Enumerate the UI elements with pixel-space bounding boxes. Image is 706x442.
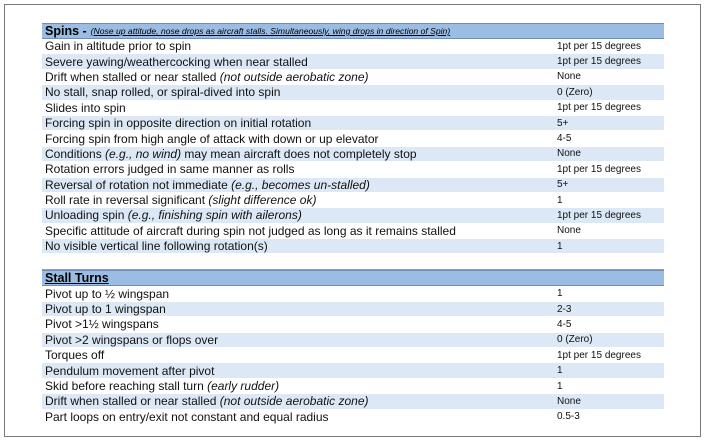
deduction-points: 1pt per 15 degrees xyxy=(557,209,641,221)
spins-row xyxy=(42,101,664,116)
section-spacer xyxy=(42,254,664,270)
deduction-points: None xyxy=(557,225,581,237)
spins-row xyxy=(42,162,664,177)
criterion-description xyxy=(42,302,557,316)
criterion-description xyxy=(42,101,557,115)
deduction-points: 1 xyxy=(557,288,563,300)
criterion-text: Pivot up to ½ wingspan xyxy=(45,286,170,301)
criterion-description xyxy=(42,394,557,408)
stall-turns-row xyxy=(42,379,664,394)
criterion-text: Pendulum movement after pivot xyxy=(45,363,215,378)
spins-row xyxy=(42,85,664,100)
criterion-text: Severe yawing/weathercocking when near stalled xyxy=(45,54,308,69)
stall-turns-row xyxy=(42,410,664,425)
criterion-text: Pivot up to 1 wingspan xyxy=(45,302,166,317)
criterion-description xyxy=(42,116,557,130)
criterion-text: Part loops on entry/exit not constant and equal radius xyxy=(45,409,329,424)
criterion-qualifier: (slight difference ok) xyxy=(208,193,317,208)
stall-turns-row xyxy=(42,348,664,363)
stall-turns-rows xyxy=(42,286,664,425)
criterion-description xyxy=(42,317,557,331)
criterion-text: Pivot >2 wingspans or flops over xyxy=(45,332,219,347)
spins-row xyxy=(42,239,664,254)
spins-title: Spins - xyxy=(45,24,87,38)
criterion-description xyxy=(42,224,557,238)
criterion-description xyxy=(42,287,557,301)
spins-row xyxy=(42,54,664,69)
criterion-description xyxy=(42,410,557,424)
criterion-description xyxy=(42,85,557,99)
criterion-description xyxy=(42,379,557,393)
spins-row xyxy=(42,178,664,193)
deduction-points: None xyxy=(557,71,581,83)
deduction-points: 4-5 xyxy=(557,133,572,145)
deduction-points: 1 xyxy=(557,194,563,206)
spins-row xyxy=(42,208,664,223)
spins-row xyxy=(42,131,664,146)
stall-turns-title: Stall Turns xyxy=(45,271,109,286)
criterion-text: Drift when stalled or near stalled xyxy=(45,69,220,84)
deduction-points: None xyxy=(557,148,581,160)
deduction-points: 5+ xyxy=(557,179,569,191)
criterion-text: Unloading spin xyxy=(45,208,128,223)
stall-turns-section-header xyxy=(42,270,664,286)
deduction-points: 1pt per 15 degrees xyxy=(557,102,641,114)
criterion-qualifier: (not outside aerobatic zone) xyxy=(219,69,369,84)
spins-row xyxy=(42,193,664,208)
criterion-description xyxy=(42,162,557,176)
stall-turns-row xyxy=(42,317,664,332)
criterion-text: No visible vertical line following rotation(s) xyxy=(45,239,268,254)
spins-row xyxy=(42,70,664,85)
deduction-points: None xyxy=(557,395,581,407)
criterion-text: Slides into spin xyxy=(45,100,126,115)
criterion-description xyxy=(42,364,557,378)
spins-rows xyxy=(42,39,664,254)
deduction-points: 1pt per 15 degrees xyxy=(557,40,641,52)
deduction-points: 1 xyxy=(557,240,563,252)
stall-turns-row xyxy=(42,394,664,409)
spins-note: (Nose up attitude, nose drops as aircraft stalls. Simultaneously, wing drops in direction of Spin) xyxy=(90,26,451,36)
spins-section-header xyxy=(42,23,664,39)
criterion-description xyxy=(42,55,557,69)
criterion-description xyxy=(42,132,557,146)
criterion-description xyxy=(42,333,557,347)
stall-turns-row xyxy=(42,286,664,301)
criterion-description xyxy=(42,39,557,53)
deduction-points: 1 xyxy=(557,380,563,392)
deduction-points: 5+ xyxy=(557,117,569,129)
criterion-description xyxy=(42,348,557,362)
deduction-points: 1pt per 15 degrees xyxy=(557,349,641,361)
criterion-qualifier: (early rudder) xyxy=(207,379,280,393)
spins-row xyxy=(42,147,664,162)
criterion-qualifier: (e.g., finishing spin with ailerons) xyxy=(127,208,302,223)
criterion-qualifier: (e.g., no wind) xyxy=(105,146,182,161)
criterion-description xyxy=(42,70,557,84)
criterion-text: Forcing spin in opposite direction on initial rotation xyxy=(45,116,312,131)
deduction-points: 2-3 xyxy=(557,303,572,315)
deduction-points: 0 (Zero) xyxy=(557,86,593,98)
criterion-text: Forcing spin from high angle of attack with down or up elevator xyxy=(45,131,379,146)
criterion-text: Roll rate in reversal significant xyxy=(45,193,209,208)
criterion-text: Torques off xyxy=(45,348,105,363)
spins-row xyxy=(42,39,664,54)
document-frame xyxy=(4,4,701,437)
stall-turns-row xyxy=(42,333,664,348)
criterion-description xyxy=(42,239,557,253)
scoring-sheet xyxy=(42,23,664,425)
criterion-text: No stall, snap rolled, or spiral-dived into spin xyxy=(45,85,281,100)
criterion-description xyxy=(42,193,557,207)
criterion-qualifier: (not outside aerobatic zone) xyxy=(219,394,369,409)
deduction-points: 1pt per 15 degrees xyxy=(557,163,641,175)
criterion-text: Reversal of rotation not immediate xyxy=(45,177,232,192)
criterion-text-continued: may mean aircraft does not completely stop xyxy=(181,146,417,161)
spins-row xyxy=(42,224,664,239)
deduction-points: 0.5-3 xyxy=(557,411,580,423)
criterion-text: Skid before reaching stall turn xyxy=(45,379,208,393)
stall-turns-row xyxy=(42,302,664,317)
criterion-description xyxy=(42,147,557,161)
spins-row xyxy=(42,116,664,131)
criterion-text: Specific attitude of aircraft during spin not judged as long as it remains stalled xyxy=(45,223,456,238)
deduction-points: 4-5 xyxy=(557,318,572,330)
stall-turns-row xyxy=(42,363,664,378)
deduction-points: 1pt per 15 degrees xyxy=(557,56,641,68)
criterion-description xyxy=(42,208,557,222)
criterion-text: Gain in altitude prior to spin xyxy=(45,39,192,54)
criterion-text: Rotation errors judged in same manner as rolls xyxy=(45,162,295,177)
deduction-points: 1 xyxy=(557,365,563,377)
criterion-text: Conditions xyxy=(45,146,106,161)
criterion-text: Drift when stalled or near stalled xyxy=(45,394,220,409)
criterion-text: Pivot >1½ wingspans xyxy=(45,317,159,332)
criterion-qualifier: (e.g., becomes un-stalled) xyxy=(231,177,370,192)
criterion-description xyxy=(42,178,557,192)
deduction-points: 0 (Zero) xyxy=(557,334,593,346)
